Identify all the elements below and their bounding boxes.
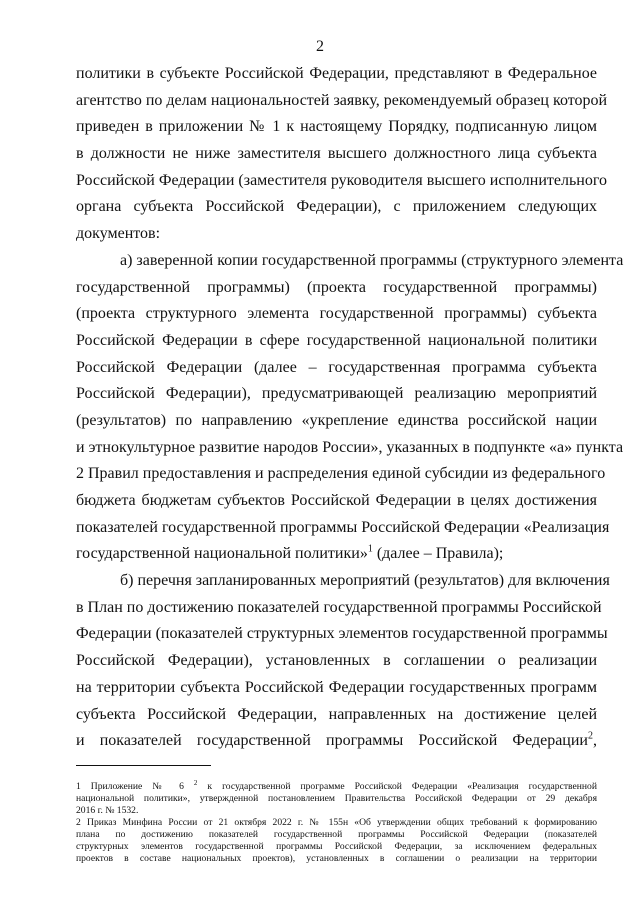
footnote-mark: 1	[367, 544, 373, 556]
text-line: в План по достижению показателей государственной программы Российской	[76, 598, 602, 616]
text-line: Российской Федерации (заместителя руководителя высшего исполнительного	[76, 171, 607, 189]
document-body	[76, 61, 624, 755]
footnotes	[76, 778, 597, 865]
text-line: органа субъекта Российской Федерации), с приложением следующих	[76, 198, 597, 216]
text-line: на территории субъекта Российской Федерации государственных программ	[76, 678, 597, 696]
text-line: Российской Федерации), установленных в соглашении о реализации	[76, 652, 597, 670]
text-line: б) перечня запланированных мероприятий (результатов) для включения	[120, 572, 610, 590]
footnote-line: 2 Приказ Минфина России от 21 октября 2022 г. № 155н «Об утверждении общих требований к формированию	[76, 817, 597, 828]
footnote-line: 2016 г. № 1532.	[76, 805, 139, 816]
text-line: в должности не ниже заместителя высшего должностного лица субъекта	[76, 145, 597, 163]
text-fragment: и показателей государственной программы Российской Федерации	[76, 732, 588, 750]
text-line: показателей государственной программы Российской Федерации «Реализация	[76, 518, 610, 536]
footnote-line	[76, 778, 597, 793]
text-line: агентство по делам национальностей заявку, рекомендуемый образец которой	[76, 91, 608, 109]
text-fragment: ,	[593, 732, 597, 750]
footnote-line: национальной политики», утвержденной постановлением Правительства Российской Федерации от 29 декабря	[76, 793, 597, 804]
text-line: Российской Федерации в сфере государственной национальной политики	[76, 331, 597, 349]
footnote-line: структурных элементов государственной программы Российской Федерации, за исключением федеральных	[76, 841, 597, 852]
text-fragment: государственной национальной политики»	[76, 545, 368, 563]
text-line	[76, 728, 597, 755]
text-line: государственной программы) (проекта государственной программы)	[76, 278, 597, 296]
footnote-line: проектов в составе национальных проектов), установленных в соглашении о реализации на территории	[76, 853, 597, 864]
footnote-separator	[76, 765, 211, 766]
text-line: 2 Правил предоставления и распределения единой субсидии из федерального	[76, 465, 606, 483]
page-number: 2	[316, 38, 324, 55]
text-line: Российской Федерации (далее – государственная программа субъекта	[76, 358, 597, 376]
text-line: (результатов) по направлению «укрепление единства российской нации	[76, 411, 597, 429]
text-line: документов:	[76, 225, 161, 243]
text-line: Федерации (показателей структурных элементов государственной программы	[76, 625, 608, 643]
footnote-line: плана по достижению показателей государственной программы Российской Федерации (показателей	[76, 829, 597, 840]
footnote-fragment: к государственной программе Российской Федерации «Реализация государственной	[197, 781, 597, 792]
footnote-mark: 2	[588, 730, 593, 742]
text-line: и этнокультурное развитие народов России», указанных в подпункте «а» пункта	[76, 438, 624, 456]
footnote-mark: 2	[193, 778, 198, 787]
text-line: политики в субъекте Российской Федерации, представляют в Федеральное	[76, 65, 597, 82]
text-line	[76, 541, 597, 568]
text-line: Российской Федерации), предусматривающей реализацию мероприятий	[76, 385, 597, 403]
text-line: приведен в приложении № 1 к настоящему Порядку, подписанную лицом	[76, 118, 597, 136]
text-line: субъекта Российской Федерации, направленных на достижение целей	[76, 705, 597, 723]
text-fragment: (далее – Правила);	[372, 545, 504, 563]
footnote-fragment: 1 Приложение № 6	[76, 781, 194, 792]
text-line: а) заверенной копии государственной программы (структурного элемента	[120, 251, 624, 269]
text-line: бюджета бюджетам субъектов Российской Федерации в целях достижения	[76, 492, 597, 509]
text-line: (проекта структурного элемента государственной программы) субъекта	[76, 305, 597, 323]
